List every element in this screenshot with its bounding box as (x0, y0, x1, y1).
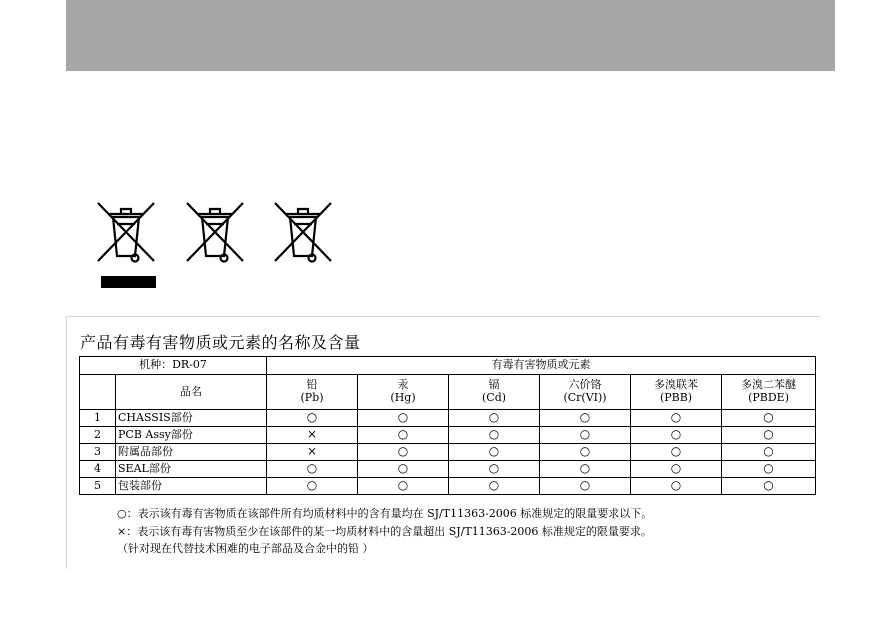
note-circle: ○：表示该有毒有害物质在该部件所有均质材料中的含有量均在 SJ/T11363-2006 标准规定的限量要求以下。 (117, 507, 653, 520)
value-cell: ○ (540, 410, 631, 427)
hazardous-substance-table (79, 356, 816, 495)
substance-header: 汞 (Hg) (358, 375, 449, 410)
value-cell: ○ (449, 461, 540, 478)
value-cell: ○ (358, 478, 449, 495)
substance-group-header: 有毒有害物质或元素 (267, 357, 816, 375)
value-cell: ○ (631, 427, 722, 444)
table-row (80, 427, 816, 444)
value-cell: ○ (722, 427, 816, 444)
value-cell: ○ (722, 461, 816, 478)
value-cell: ○ (267, 461, 358, 478)
model-label: 机种：DR-07 (80, 357, 267, 375)
value-cell: ○ (722, 410, 816, 427)
value-cell: ○ (267, 410, 358, 427)
value-cell: ○ (722, 478, 816, 495)
substance-header: 镉 (Cd) (449, 375, 540, 410)
num-header-cell (80, 375, 116, 410)
row-number: 2 (80, 427, 116, 444)
substance-header: 多溴二苯醚 (PBDE) (722, 375, 816, 410)
value-cell: ○ (267, 478, 358, 495)
legend-notes (117, 505, 652, 558)
substance-header: 多溴联苯 (PBB) (631, 375, 722, 410)
part-name: 包装部份 (116, 478, 267, 495)
substance-header: 六价铬 (Cr(VI)) (540, 375, 631, 410)
crossed-out-wheelie-bin-icon (184, 200, 246, 264)
value-cell: ○ (358, 461, 449, 478)
value-cell: ○ (449, 444, 540, 461)
value-cell: ○ (540, 478, 631, 495)
part-name: PCB Assy部份 (116, 427, 267, 444)
part-name: CHASSIS部份 (116, 410, 267, 427)
crossed-out-wheelie-bin-icon (272, 200, 334, 264)
value-cell: ○ (449, 427, 540, 444)
value-cell: ○ (358, 427, 449, 444)
value-cell: ○ (540, 444, 631, 461)
value-cell: ○ (358, 444, 449, 461)
header-bar (66, 0, 835, 71)
row-number: 3 (80, 444, 116, 461)
note-cross: ×：表示该有毒有害物质至少在该部件的某一均质材料中的含量超出 SJ/T11363-2006 标准规定的限量要求。 (117, 524, 652, 538)
value-cell: ○ (449, 410, 540, 427)
value-cell: ○ (631, 461, 722, 478)
row-number: 1 (80, 410, 116, 427)
table-row (80, 478, 816, 495)
value-cell: ○ (631, 410, 722, 427)
bin-solid-bar (101, 276, 156, 288)
value-cell: ○ (631, 478, 722, 495)
substance-header: 铅 (Pb) (267, 375, 358, 410)
value-cell: × (267, 444, 358, 461)
value-cell: ○ (540, 461, 631, 478)
table-title: 产品有毒有害物质或元素的名称及含量 (80, 333, 361, 352)
row-number: 5 (80, 478, 116, 495)
value-cell: ○ (631, 444, 722, 461)
crossed-out-wheelie-bin-icon (95, 200, 157, 264)
table-row (80, 444, 816, 461)
table-row (80, 461, 816, 478)
value-cell: × (267, 427, 358, 444)
note-exemption: （针对现在代替技术困难的电子部品及合金中的铅 ） (117, 542, 374, 555)
row-number: 4 (80, 461, 116, 478)
value-cell: ○ (722, 444, 816, 461)
part-name: SEAL部份 (116, 461, 267, 478)
table-row (80, 410, 816, 427)
value-cell: ○ (540, 427, 631, 444)
value-cell: ○ (449, 478, 540, 495)
part-name: 附属品部份 (116, 444, 267, 461)
part-header: 品名 (116, 375, 267, 410)
value-cell: ○ (358, 410, 449, 427)
